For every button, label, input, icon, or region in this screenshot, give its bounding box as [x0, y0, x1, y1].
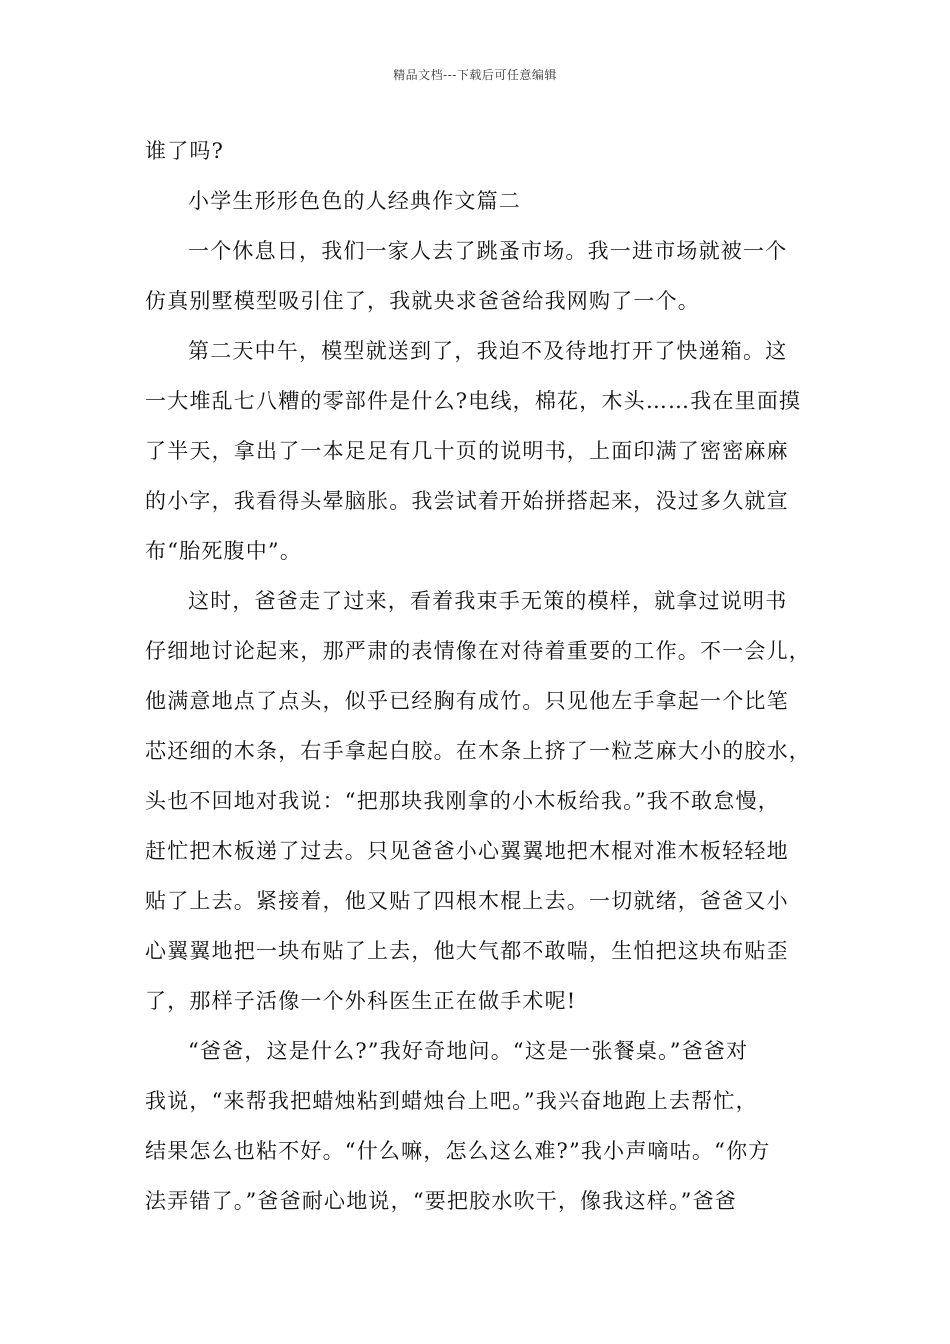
page-header: 精品文档---下载后可任意编辑 — [393, 68, 557, 82]
section-title: 小学生形形色色的人经典作文篇二 — [188, 189, 521, 213]
text-line: 结果怎么也粘不好。“什么嘛，怎么这么难?”我小声嘀咕。“你方 — [145, 1139, 771, 1163]
text-line: 仿真别墅模型吸引住了，我就央求爸爸给我网购了一个。 — [145, 289, 700, 313]
text-line: 谁了吗? — [145, 139, 225, 163]
text-line: 仔细地讨论起来，那严肃的表情像在对待着重要的工作。不一会儿， — [145, 639, 811, 663]
text-line: “爸爸，这是什么?”我好奇地问。“这是一张餐桌。”爸爸对 — [188, 1039, 749, 1063]
text-line: 布“胎死腹中”。 — [145, 539, 303, 563]
text-line: 芯还细的木条，右手拿起白胶。在木条上挤了一粒芝麻大小的胶水， — [145, 739, 811, 763]
text-line: 心翼翼地把一块布贴了上去，他大气都不敢喘，生怕把这块布贴歪 — [145, 939, 789, 963]
text-line: 第二天中午，模型就送到了，我迫不及待地打开了快递箱。这 — [188, 339, 788, 363]
text-line: 他满意地点了点头，似乎已经胸有成竹。只见他左手拿起一个比笔 — [145, 689, 789, 713]
text-line: 这时，爸爸走了过来，看着我束手无策的模样，就拿过说明书 — [188, 589, 788, 613]
text-line: 一个休息日，我们一家人去了跳蚤市场。我一进市场就被一个 — [188, 239, 788, 263]
text-line: 赶忙把木板递了过去。只见爸爸小心翼翼地把木棍对准木板轻轻地 — [145, 839, 789, 863]
text-line: 头也不回地对我说：“把那块我刚拿的小木板给我。”我不敢怠慢， — [145, 789, 780, 813]
text-line: 贴了上去。紧接着，他又贴了四根木棍上去。一切就绪，爸爸又小 — [145, 889, 789, 913]
text-line: 了，那样子活像一个外科医生正在做手术呢! — [145, 989, 577, 1013]
document-body — [145, 126, 811, 1226]
text-line: 我说，“来帮我把蜡烛粘到蜡烛台上吧。”我兴奋地跑上去帮忙， — [145, 1089, 758, 1113]
text-line: 一大堆乱七八糟的零部件是什么?电线，棉花，木头……我在里面摸 — [145, 389, 802, 413]
text-line: 了半天，拿出了一本足足有几十页的说明书，上面印满了密密麻麻 — [145, 439, 789, 463]
text-line: 的小字，我看得头晕脑胀。我尝试着开始拼搭起来，没过多久就宣 — [145, 489, 789, 513]
text-line: 法弄错了。”爸爸耐心地说，“要把胶水吹干，像我这样。”爸爸 — [145, 1189, 738, 1213]
